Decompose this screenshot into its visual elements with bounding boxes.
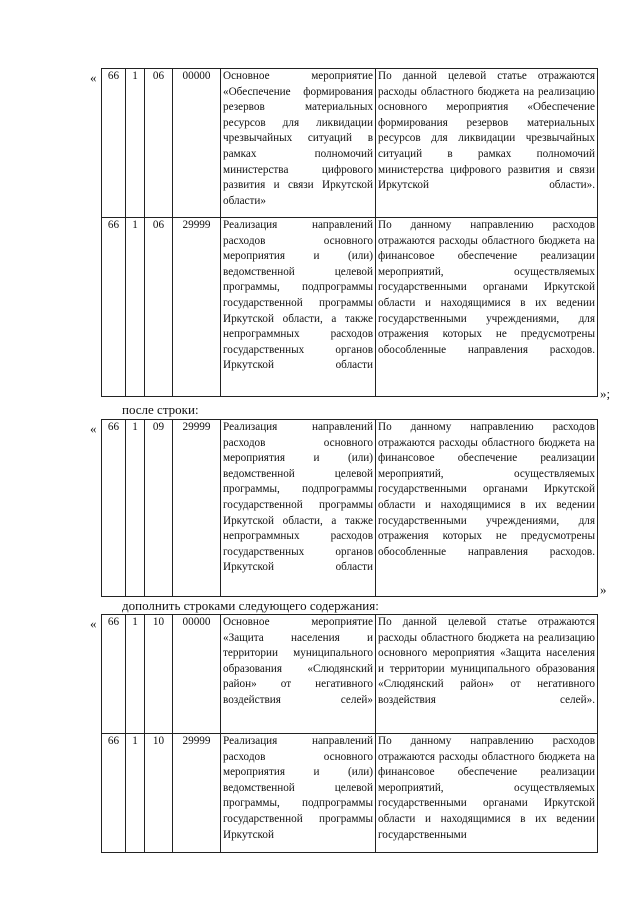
code-cell-3: 06 bbox=[145, 218, 173, 397]
description-cell: Реализация направлений расходов основного мероприятия и (или) ведомственной целевой программы, подпрограммы государственной программы Иркутской области, а также непрограммных расходов государственных органов Иркутской области bbox=[221, 218, 376, 397]
code-cell-1: 66 bbox=[102, 218, 126, 397]
description-cell: Основное мероприятие «Защита населения и территории муниципального образования «Слюдянский район» от негативного воздействия селей» bbox=[221, 615, 376, 734]
budget-table-1 bbox=[101, 68, 598, 397]
code-cell-2: 1 bbox=[126, 69, 145, 218]
quote-open-3: « bbox=[90, 616, 97, 631]
code-cell-2: 1 bbox=[126, 420, 145, 597]
code-cell-1: 66 bbox=[102, 734, 126, 853]
description-cell: Основное мероприятие «Обеспечение формирования резервов материальных ресурсов для ликвидации чрезвычайных ситуаций в рамках полномочий министерства цифрового развития и связи Иркутской области» bbox=[221, 69, 376, 218]
explanation-cell: По данному направлению расходов отражаются расходы областного бюджета на финансовое обеспечение реализации мероприятий, осуществляемых государственными органами Иркутской области и находящимися в их ведении государственными bbox=[376, 734, 598, 853]
budget-table-3 bbox=[101, 614, 598, 853]
description-cell: Реализация направлений расходов основного мероприятия и (или) ведомственной целевой программы, подпрограммы государственной программы Иркутской области, а также непрограммных расходов государственных органов Иркутской области bbox=[221, 420, 376, 597]
quote-open-1: « bbox=[90, 70, 97, 85]
code-cell-4: 00000 bbox=[173, 69, 221, 218]
code-cell-3: 09 bbox=[145, 420, 173, 597]
code-cell-4: 29999 bbox=[173, 734, 221, 853]
code-cell-1: 66 bbox=[102, 69, 126, 218]
code-cell-2: 1 bbox=[126, 218, 145, 397]
code-cell-1: 66 bbox=[102, 615, 126, 734]
table-row bbox=[102, 218, 598, 397]
table-row bbox=[102, 69, 598, 218]
quote-open-2: « bbox=[90, 421, 97, 436]
code-cell-4: 00000 bbox=[173, 615, 221, 734]
quote-close-semicolon: »; bbox=[600, 386, 611, 401]
code-cell-2: 1 bbox=[126, 615, 145, 734]
label-after-row: после строки: bbox=[122, 402, 199, 417]
budget-table-2 bbox=[101, 419, 598, 597]
description-cell: Реализация направлений расходов основного мероприятия и (или) ведомственной целевой программы, подпрограммы государственной программы Иркутской bbox=[221, 734, 376, 853]
code-cell-4: 29999 bbox=[173, 420, 221, 597]
code-cell-2: 1 bbox=[126, 734, 145, 853]
table-row bbox=[102, 734, 598, 853]
label-add-rows: дополнить строками следующего содержания: bbox=[122, 598, 379, 613]
code-cell-1: 66 bbox=[102, 420, 126, 597]
explanation-cell: По данной целевой статье отражаются расходы областного бюджета на реализацию основного мероприятия «Защита населения и территории муниципального образования «Слюдянский район» от негативного воздействия селей». bbox=[376, 615, 598, 734]
explanation-cell: По данному направлению расходов отражаются расходы областного бюджета на финансовое обеспечение реализации мероприятий, осуществляемых государственными органами Иркутской области и находящимися в их ведении государственными учреждениями, для отражения которых не предусмотрены обособленные направления расходов. bbox=[376, 420, 598, 597]
code-cell-3: 10 bbox=[145, 615, 173, 734]
table-row bbox=[102, 420, 598, 597]
explanation-cell: По данной целевой статье отражаются расходы областного бюджета на реализацию основного мероприятия «Обеспечение формирования резервов материальных ресурсов для ликвидации чрезвычайных ситуаций в рамках полномочий министерства цифрового развития и связи Иркутской области». bbox=[376, 69, 598, 218]
code-cell-3: 06 bbox=[145, 69, 173, 218]
quote-close: » bbox=[600, 582, 607, 597]
explanation-cell: По данному направлению расходов отражаются расходы областного бюджета на финансовое обеспечение реализации мероприятий, осуществляемых государственными органами Иркутской области и находящимися в их ведении государственными учреждениями, для отражения которых не предусмотрены обособленные направления расходов. bbox=[376, 218, 598, 397]
code-cell-4: 29999 bbox=[173, 218, 221, 397]
code-cell-3: 10 bbox=[145, 734, 173, 853]
table-row bbox=[102, 615, 598, 734]
